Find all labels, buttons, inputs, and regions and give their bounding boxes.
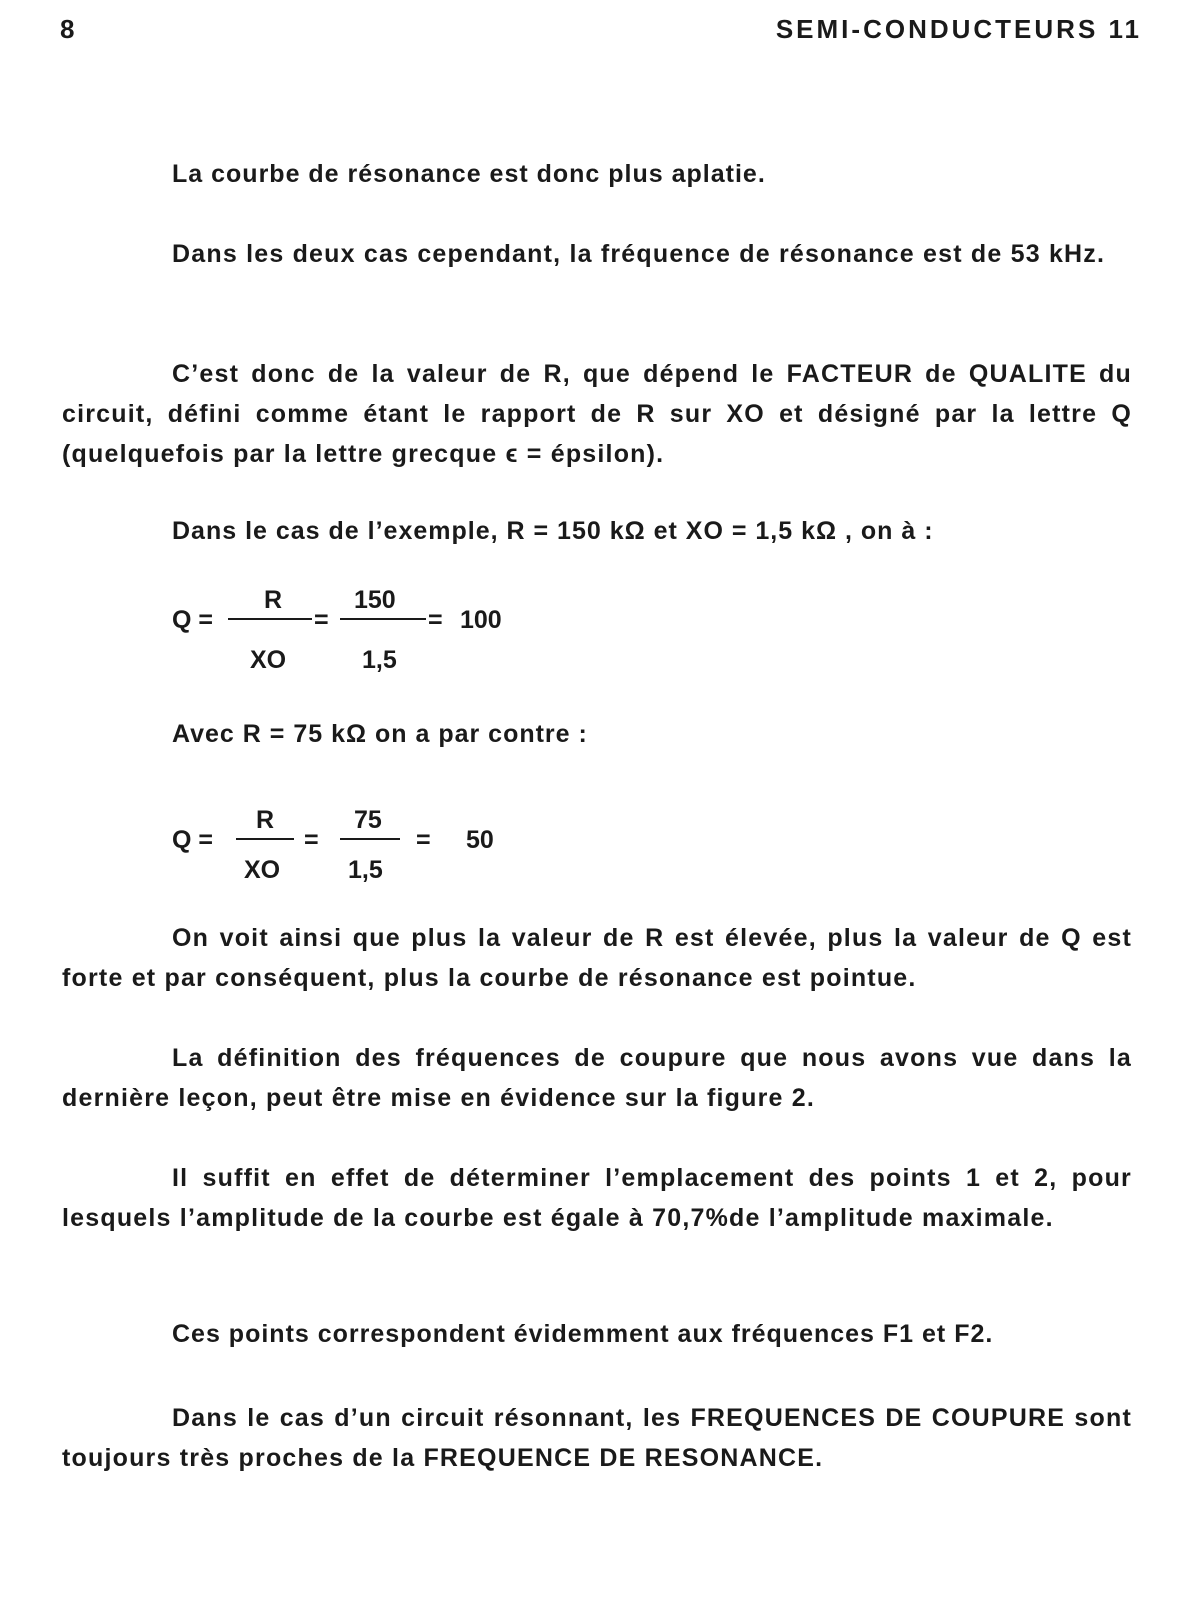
paragraph-cutoff-definition: La définition des fréquences de coupure que nous avons vue dans la dernière leçon, peut être mise en évidence sur la figure 2. <box>62 1044 1132 1112</box>
equation-result: 50 <box>466 826 494 854</box>
fraction-denominator: 1,5 <box>348 856 383 884</box>
page-number: 8 <box>60 14 77 44</box>
equals-sign: = <box>304 826 319 854</box>
fraction-numerator: R <box>256 806 275 834</box>
paragraph-points: Il suffit en effet de déterminer l’emplacement des points 1 et 2, pour lesquels l’amplitude de la courbe est égale à 70,7%de l’amplitude maximale. <box>62 1164 1132 1232</box>
fraction-bar <box>340 838 400 840</box>
paragraph-quality-factor: C’est donc de la valeur de R, que dépend le FACTEUR de QUALITE du circuit, défini comme étant le rapport de R sur XO et désigné par la lettre Q (quelquefois par la lettre grecque ϵ = épsilon). <box>62 360 1132 468</box>
paragraph-flat-curve: La courbe de résonance est donc plus aplatie. <box>172 160 766 188</box>
fraction-numerator: 75 <box>354 806 382 834</box>
running-title: SEMI-CONDUCTEURS 11 <box>775 14 1142 44</box>
fraction-bar <box>236 838 294 840</box>
equation-lhs: Q = <box>172 606 213 634</box>
paragraph-example: Dans le cas de l’exemple, R = 150 kΩ et XO = 1,5 kΩ , on à : <box>172 517 934 545</box>
equals-sign: = <box>416 826 431 854</box>
fraction-bar <box>228 618 312 620</box>
paragraph-resonance-frequency: Dans les deux cas cependant, la fréquence de résonance est de 53 kHz. <box>172 240 1106 268</box>
equation-result: 100 <box>460 606 502 634</box>
paragraph-cutoff-frequencies: Dans le cas d’un circuit résonnant, les FREQUENCES DE COUPURE sont toujours très proches de la FREQUENCE DE RESONANCE. <box>62 1404 1132 1472</box>
fraction-denominator: XO <box>244 856 281 884</box>
fraction-numerator: R <box>264 586 283 614</box>
paragraph-f1-f2: Ces points correspondent évidemment aux fréquences F1 et F2. <box>172 1320 994 1348</box>
fraction-denominator: XO <box>250 646 287 674</box>
equation-lhs: Q = <box>172 826 213 854</box>
paragraph-avec-r: Avec R = 75 kΩ on a par contre : <box>172 720 588 748</box>
equals-sign: = <box>314 606 329 634</box>
equals-sign: = <box>428 606 443 634</box>
fraction-bar <box>340 618 426 620</box>
fraction-denominator: 1,5 <box>362 646 397 674</box>
paragraph-q-conclusion: On voit ainsi que plus la valeur de R est élevée, plus la valeur de Q est forte et par conséquent, plus la courbe de résonance est pointue. <box>62 924 1132 992</box>
fraction-numerator: 150 <box>354 586 396 614</box>
